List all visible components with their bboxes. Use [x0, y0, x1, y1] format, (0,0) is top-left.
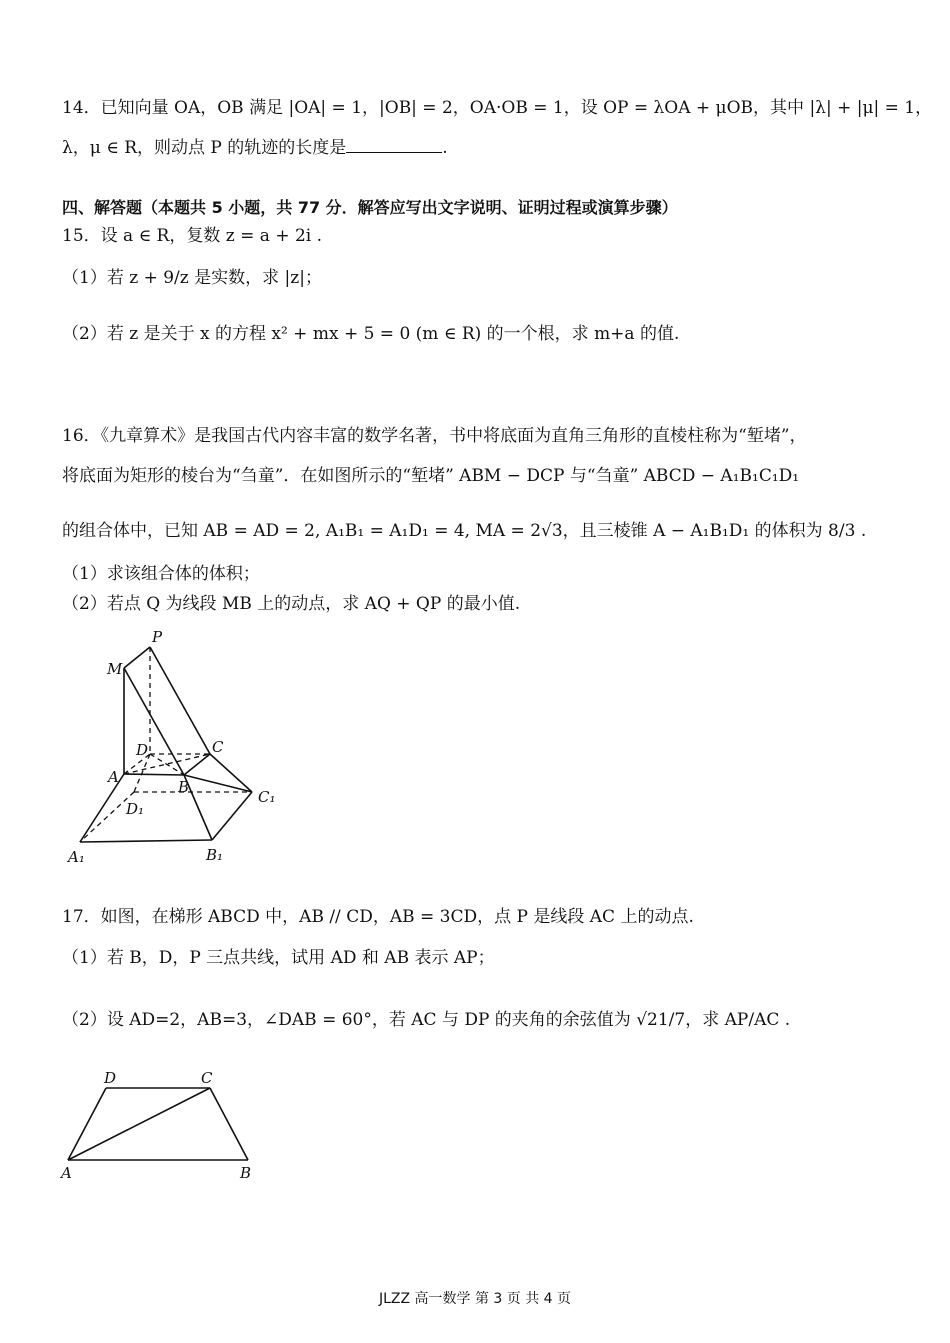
edge-PC: [150, 647, 210, 754]
label-C1: C₁: [258, 788, 276, 806]
q16-part1: （1）求该组合体的体积；: [62, 564, 260, 584]
edge-MB: [124, 668, 184, 775]
q15-part1: （1）若 z + 9/z 是实数，求 |z|；: [62, 268, 322, 288]
label-P: P: [152, 630, 163, 646]
answer-blank: [346, 136, 442, 153]
q16-figure: [62, 630, 302, 870]
q15-stem: 15．设 a ∈ R，复数 z = a + 2i .: [62, 226, 323, 246]
q17-part2: （2）设 AD=2，AB=3，∠DAB = 60°，若 AC 与 DP 的夹角的余弦值为 √21/7，求 AP/AC .: [62, 1010, 791, 1030]
q14-line2-end: .: [442, 138, 448, 158]
q17-part1: （1）若 B，D，P 三点共线，试用 AD 和 AB 表示 AP；: [62, 948, 495, 968]
label-B: B: [178, 778, 190, 796]
trap-CB: [210, 1088, 248, 1160]
edge-MP: [124, 647, 150, 668]
q16-line3: 的组合体中，已知 AB = AD = 2, A₁B₁ = A₁D₁ = 4, MA = 2√3，且三棱锥 A − A₁B₁D₁ 的体积为 8/3 .: [62, 521, 867, 541]
label-B: B: [240, 1164, 252, 1182]
label-A: A: [108, 768, 119, 786]
label-B1: B₁: [206, 846, 224, 864]
label-C: C: [212, 738, 224, 756]
label-D: D: [104, 1069, 117, 1087]
edge-A1B1: [80, 840, 212, 842]
edge-AB: [124, 774, 184, 775]
q14-line1: 14．已知向量 OA，OB 满足 |OA| = 1，|OB| = 2，OA·OB = 1，设 OP = λOA + μOB，其中 |λ| + |μ| = 1，: [62, 98, 933, 118]
label-C: C: [201, 1069, 213, 1087]
q16-line1: 16．《九章算术》是我国古代内容丰富的数学名著，书中将底面为直角三角形的直棱柱称为“堑堵”，: [62, 426, 807, 446]
q17-figure: [58, 1066, 268, 1182]
label-D1: D₁: [126, 800, 145, 818]
trap-AD: [68, 1088, 106, 1160]
q14-line2: [62, 136, 448, 160]
edge-C1B1: [212, 792, 252, 840]
label-D: D: [136, 741, 149, 759]
q15-part2: （2）若 z 是关于 x 的方程 x² + mx + 5 = 0 (m ∈ R) 的一个根，求 m+a 的值.: [62, 324, 680, 344]
section-heading: 四、解答题（本题共 5 小题，共 77 分．解答应写出文字说明、证明过程或演算步骤）: [62, 198, 678, 217]
page-footer: JLZZ 高一数学 第 3 页 共 4 页: [378, 1291, 572, 1307]
q16-line2: 将底面为矩形的棱台为“刍童”．在如图所示的“堑堵” ABM − DCP 与“刍童” ABCD − A₁B₁C₁D₁: [62, 466, 800, 486]
label-A1: A₁: [68, 848, 85, 866]
q17-stem: 17．如图，在梯形 ABCD 中，AB // CD，AB = 3CD，点 P 是线段 AC 上的动点.: [62, 907, 694, 927]
label-A: A: [61, 1164, 72, 1182]
diag-AC: [68, 1088, 210, 1160]
q14-line2-text: λ，μ ∈ R，则动点 P 的轨迹的长度是: [62, 138, 347, 158]
label-M: M: [107, 660, 123, 678]
q16-part2: （2）若点 Q 为线段 MB 上的动点，求 AQ + QP 的最小值.: [62, 594, 521, 614]
